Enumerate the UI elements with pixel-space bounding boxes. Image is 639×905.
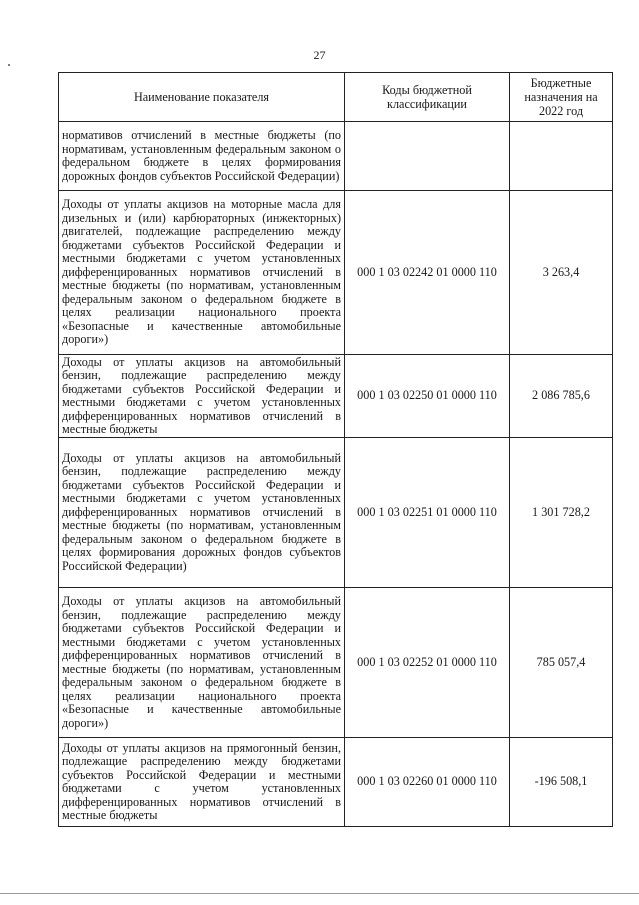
row-name: Доходы от уплаты акцизов на автомобильный бензин, подлежащие распределению между бюджетами субъектов Российской Федерации и местными бюджетами с учетом установленных дифференцированных нормативов отчислений в местные бюджеты (по нормативам, установленным федеральным законом о федеральном бюджете в целях реализации национального проекта «Безопасные и качественные автомобильные дороги») xyxy=(59,588,345,738)
row-amount: -196 508,1 xyxy=(510,738,613,827)
row-code xyxy=(345,122,510,191)
header-name: Наименование показателя xyxy=(59,73,345,122)
page-bottom-edge xyxy=(0,893,639,894)
row-amount: 785 057,4 xyxy=(510,588,613,738)
table-header-row xyxy=(59,73,613,122)
row-code: 000 1 03 02251 01 0000 110 xyxy=(345,438,510,588)
table-row xyxy=(59,738,613,827)
budget-table xyxy=(58,72,613,827)
row-amount: 2 086 785,6 xyxy=(510,355,613,438)
table-row xyxy=(59,588,613,738)
row-amount: 3 263,4 xyxy=(510,191,613,355)
row-code: 000 1 03 02242 01 0000 110 xyxy=(345,191,510,355)
scan-speck xyxy=(8,64,10,66)
table-row xyxy=(59,191,613,355)
row-name: нормативов отчислений в местные бюджеты (по нормативам, установленным федеральным законом о федеральном бюджете в целях формирования дорожных фондов субъектов Российской Федерации) xyxy=(59,122,345,191)
row-code: 000 1 03 02250 01 0000 110 xyxy=(345,355,510,438)
header-amount: Бюджетные назначения на 2022 год xyxy=(510,73,613,122)
row-code: 000 1 03 02260 01 0000 110 xyxy=(345,738,510,827)
row-code: 000 1 03 02252 01 0000 110 xyxy=(345,588,510,738)
page-number: 27 xyxy=(313,48,326,62)
row-name: Доходы от уплаты акцизов на прямогонный бензин, подлежащие распределению между бюджетами субъектов Российской Федерации и местными бюджетами с учетом установленных дифференцированных нормативов отчислений в местные бюджеты xyxy=(59,738,345,827)
row-name: Доходы от уплаты акцизов на моторные масла для дизельных и (или) карбюраторных (инжекторных) двигателей, подлежащие распределению между бюджетами субъектов Российской Федерации и местными бюджетами с учетом установленных дифференцированных нормативов отчислений в местные бюджеты (по нормативам, установленным федеральным законом о федеральном бюджете в целях реализации национального проекта «Безопасные и качественные автомобильные дороги») xyxy=(59,191,345,355)
table-row xyxy=(59,122,613,191)
row-name: Доходы от уплаты акцизов на автомобильный бензин, подлежащие распределению между бюджетами субъектов Российской Федерации и местными бюджетами с учетом установленных дифференцированных нормативов отчислений в местные бюджеты xyxy=(59,355,345,438)
table-row xyxy=(59,355,613,438)
header-code: Коды бюджетной классификации xyxy=(345,73,510,122)
table-row xyxy=(59,438,613,588)
row-amount: 1 301 728,2 xyxy=(510,438,613,588)
row-name: Доходы от уплаты акцизов на автомобильный бензин, подлежащие распределению между бюджетами субъектов Российской Федерации и местными бюджетами с учетом установленных дифференцированных нормативов отчислений в местные бюджеты (по нормативам, установленным федеральным законом о федеральном бюджете в целях формирования дорожных фондов субъектов Российской Федерации) xyxy=(59,438,345,588)
row-amount xyxy=(510,122,613,191)
